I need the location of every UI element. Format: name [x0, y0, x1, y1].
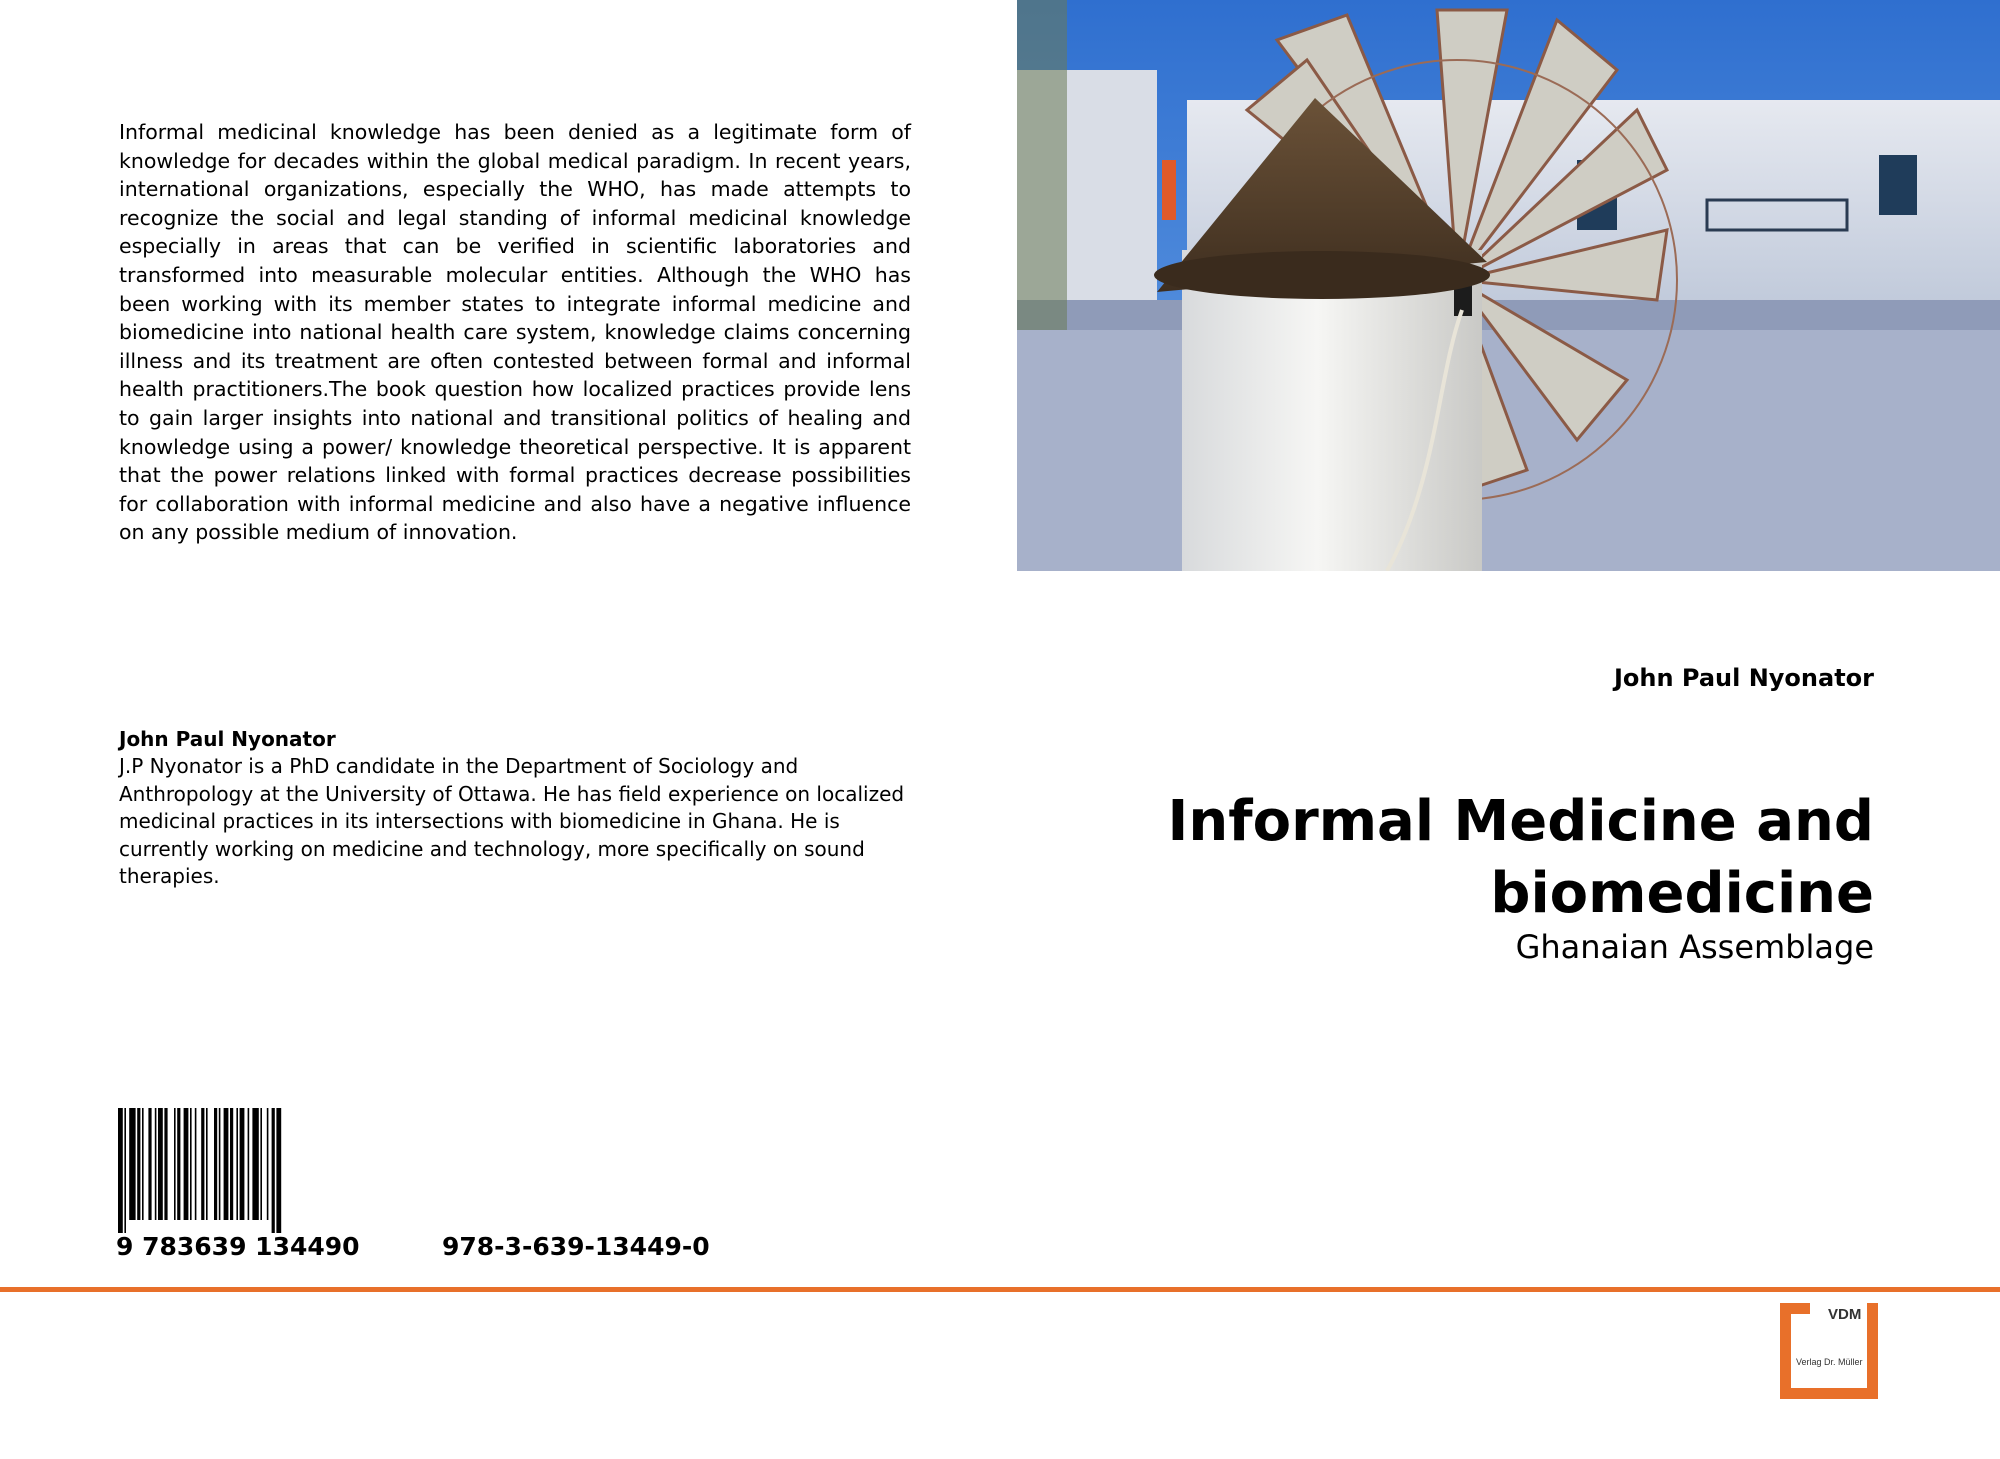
barcode-bar: [230, 1108, 233, 1220]
book-title: Informal Medicine and biomedicine: [1167, 789, 1874, 926]
barcode-bar: [214, 1108, 217, 1220]
orange-divider: [0, 1287, 2000, 1292]
barcode-bar: [272, 1108, 275, 1233]
barcode-bar: [137, 1108, 140, 1220]
barcode-bar: [201, 1108, 204, 1220]
barcode-bar: [158, 1108, 163, 1220]
barcode-bar: [155, 1108, 157, 1220]
barcode-bar: [248, 1108, 250, 1220]
barcode-bar: [118, 1108, 123, 1233]
barcode-bar: [184, 1108, 189, 1220]
barcode-bar: [276, 1108, 281, 1233]
barcode-bar: [195, 1108, 197, 1220]
logo-frame-corner: [1780, 1303, 1810, 1314]
barcode-bar: [177, 1108, 180, 1220]
barcode-bar: [164, 1108, 167, 1220]
barcode-bar: [236, 1108, 238, 1220]
front-author: John Paul Nyonator: [1613, 664, 1874, 692]
barcode-bar: [224, 1108, 229, 1220]
bio-author-name: John Paul Nyonator: [119, 727, 336, 751]
barcode-bar: [124, 1108, 126, 1233]
isbn: 978-3-639-13449-0: [442, 1232, 710, 1261]
barcode-bar: [240, 1108, 245, 1220]
author-bio: [119, 725, 911, 891]
logo-imprint-text: Verlag Dr. Müller: [1796, 1357, 1863, 1367]
book-subtitle: Ghanaian Assemblage: [1515, 928, 1874, 966]
barcode-bar: [260, 1108, 262, 1220]
barcode-bar: [252, 1108, 258, 1220]
logo-vdm-text: VDM: [1828, 1306, 1862, 1323]
barcode-bar: [206, 1108, 208, 1220]
bio-text: J.P Nyonator is a PhD candidate in the Department of Sociology and Anthropology at the University of Ottawa. He has field experience on localized medicinal practices in its intersections with biomedicine in Ghana. He is currently working on medicine and technology, more specifically on sound therapies.: [119, 754, 905, 888]
barcode-bar: [142, 1108, 144, 1220]
back-cover-blurb: Informal medicinal knowledge has been denied as a legitimate form of knowledge for decades within the global medical paradigm. In recent years, international organizations, especially the WHO, has made attempts to recognize the social and legal standing of informal medicinal knowledge especially in areas that can be verified in scientific laboratories and transformed into measurable molecular entities. Although the WHO has been working with its member states to integrate informal medicine and biomedicine into national health care system, knowledge claims concerning illness and its treatment are often contested between formal and informal health practitioners.The book question how localized practices provide lens to gain larger insights into national and transitional politics of healing and knowledge using a power/ knowledge theoretical perspective. It is apparent that the power relations linked with formal practices decrease possibilities for collaboration with informal medicine and also have a negative influence on any possible medium of innovation.: [119, 120, 911, 545]
barcode-bar: [129, 1108, 135, 1220]
barcode-bar: [148, 1108, 151, 1220]
publisher-logo: [1780, 1303, 1878, 1399]
barcode-bar: [267, 1108, 269, 1220]
barcode-bar: [219, 1108, 221, 1220]
windmill-photo: [1017, 0, 2000, 571]
barcode-bar: [190, 1108, 192, 1220]
barcode-digits: 9 783639 134490: [116, 1232, 360, 1261]
barcode-bar: [174, 1108, 176, 1220]
